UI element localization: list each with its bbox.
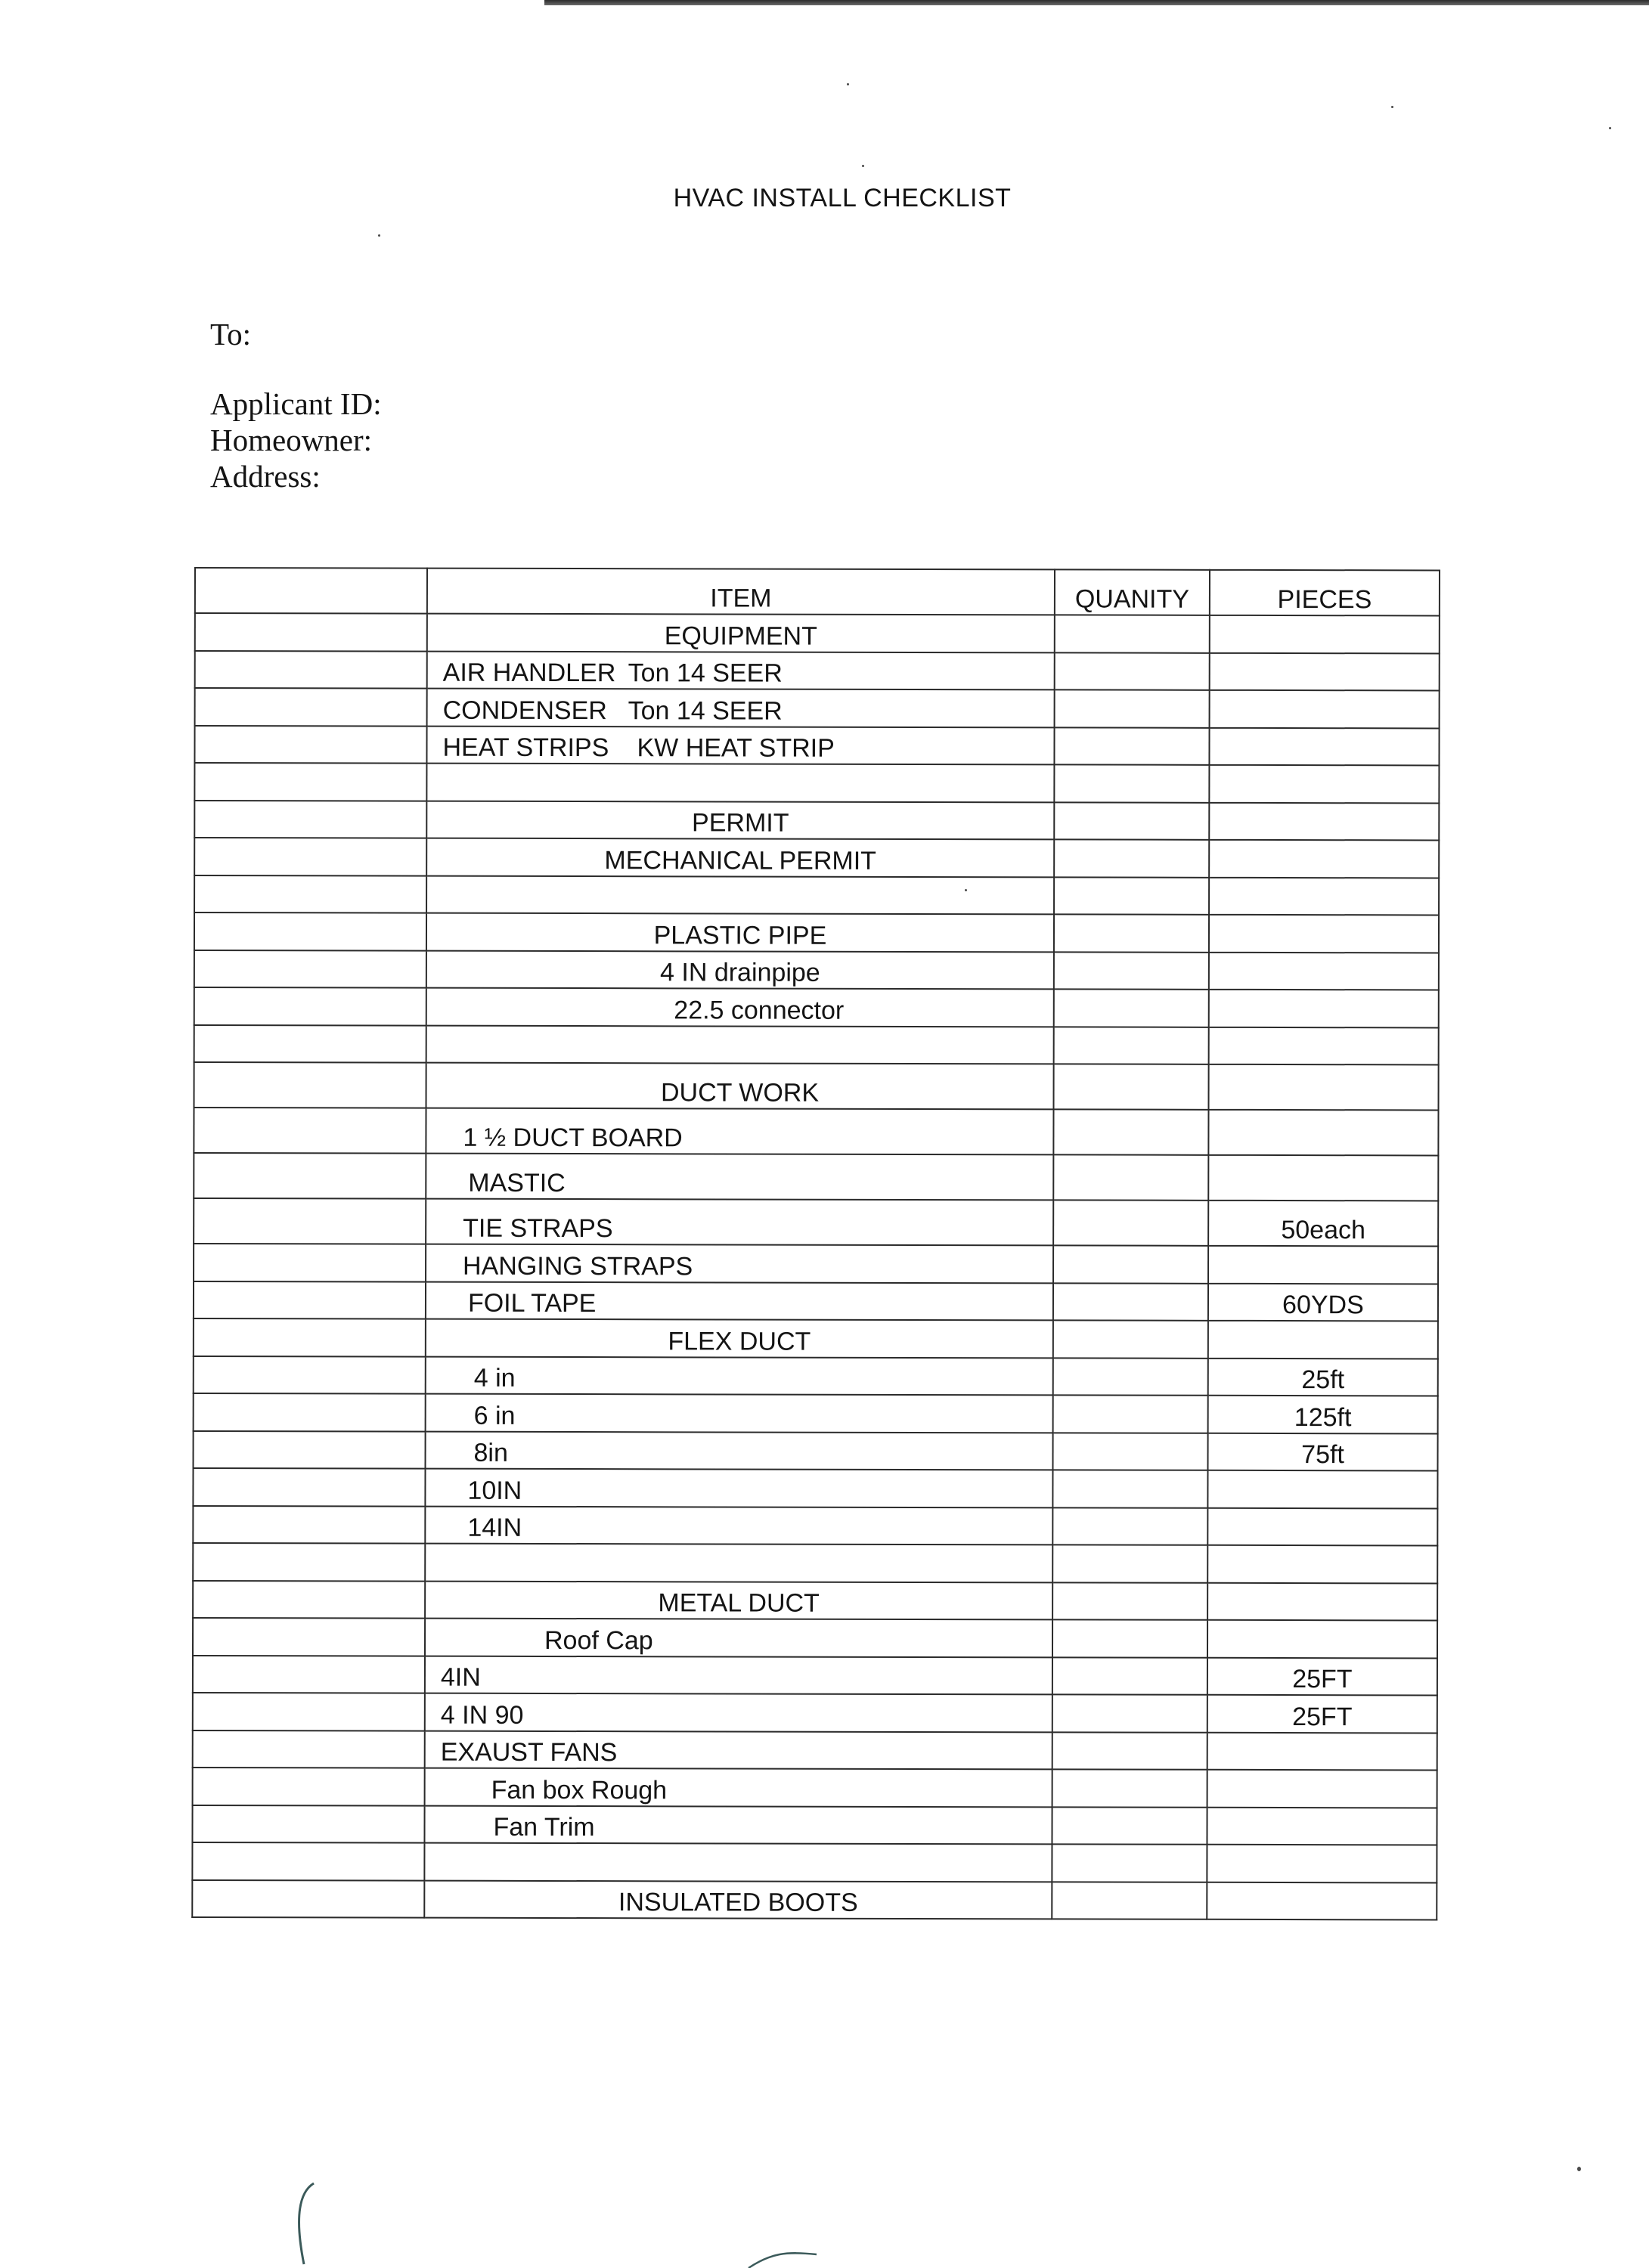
row-blank-cell — [193, 1468, 425, 1506]
row-blank-cell — [194, 1062, 426, 1108]
item-label: 4IN — [440, 1662, 481, 1692]
table-row — [194, 1356, 1438, 1396]
table-row — [194, 1025, 1439, 1065]
pieces-cell[interactable] — [1208, 1246, 1438, 1284]
table-body — [192, 613, 1440, 1919]
item-label: FOIL TAPE — [467, 1288, 597, 1318]
row-blank-cell — [195, 613, 427, 651]
item-cell — [426, 1394, 1053, 1433]
pieces-cell[interactable] — [1207, 1507, 1437, 1545]
to-label: To: — [210, 317, 252, 352]
pieces-cell[interactable] — [1210, 690, 1440, 728]
table-row — [193, 1543, 1437, 1583]
row-blank-cell — [194, 987, 426, 1025]
pen-stroke — [749, 2253, 817, 2268]
pieces-cell[interactable] — [1208, 1321, 1438, 1359]
pieces-cell[interactable] — [1207, 1582, 1437, 1620]
item-spec: KW HEAT STRIP — [637, 733, 835, 763]
table-row — [194, 801, 1439, 841]
item-label: 10IN — [467, 1476, 522, 1505]
pieces-cell[interactable] — [1207, 1732, 1437, 1770]
row-blank-cell — [194, 801, 426, 838]
quantity-cell[interactable] — [1055, 652, 1210, 690]
quantity-cell[interactable] — [1053, 1109, 1208, 1154]
row-blank-cell — [193, 1618, 425, 1656]
pieces-cell[interactable] — [1209, 952, 1439, 990]
item-header: ITEM — [427, 569, 1055, 615]
pieces-cell[interactable] — [1208, 1064, 1438, 1111]
quantity-cell[interactable] — [1053, 1358, 1208, 1396]
row-blank-cell — [193, 1505, 425, 1543]
item-label: 4 in — [473, 1363, 516, 1393]
quantity-cell[interactable] — [1052, 1619, 1207, 1657]
quantity-cell[interactable] — [1052, 1844, 1207, 1882]
table-row — [193, 1655, 1437, 1695]
item-cell — [426, 988, 1054, 1027]
quantity-cell[interactable] — [1054, 1064, 1209, 1109]
item-cell — [425, 1730, 1052, 1769]
quantity-cell[interactable] — [1055, 689, 1210, 727]
item-cell — [425, 1581, 1052, 1619]
item-label: AIR HANDLER — [442, 658, 616, 688]
item-label: EQUIPMENT — [664, 621, 817, 651]
table-row — [194, 838, 1439, 878]
row-blank-cell — [193, 1580, 425, 1618]
pieces-cell[interactable] — [1209, 877, 1439, 915]
item-cell — [425, 1469, 1052, 1507]
row-blank-cell — [194, 1153, 426, 1199]
item-cell — [426, 1431, 1053, 1470]
row-blank-cell — [194, 1198, 426, 1244]
item-cell — [424, 1880, 1052, 1919]
row-blank-cell — [193, 1655, 425, 1693]
item-cell — [426, 801, 1054, 839]
scan-speck — [965, 889, 967, 891]
item-cell — [426, 1244, 1053, 1283]
table-row — [194, 912, 1439, 953]
homeowner-label: Homeowner: — [210, 423, 373, 457]
address-label: Address: — [210, 459, 321, 494]
quantity-cell[interactable] — [1052, 1694, 1207, 1732]
item-label: 8in — [473, 1438, 508, 1467]
table-row — [193, 1468, 1437, 1508]
item-cell — [427, 614, 1055, 652]
pieces-cell[interactable] — [1209, 765, 1439, 803]
pieces-cell[interactable] — [1209, 915, 1439, 953]
table-row — [194, 1244, 1438, 1284]
item-label: DUCT WORK — [660, 1078, 820, 1108]
table-row — [194, 1108, 1438, 1155]
row-blank-cell — [192, 1879, 424, 1917]
row-blank-cell — [194, 875, 426, 913]
checklist-table — [191, 567, 1440, 1920]
row-blank-cell — [194, 1356, 426, 1393]
item-cell — [426, 1199, 1053, 1246]
quantity-cell[interactable] — [1054, 802, 1209, 840]
table-row — [193, 1618, 1437, 1658]
pieces-cell[interactable]: 25FT — [1207, 1657, 1437, 1695]
quantity-cell[interactable] — [1055, 615, 1210, 652]
scan-speck — [862, 165, 864, 167]
pieces-cell[interactable] — [1207, 1845, 1437, 1882]
item-label: PERMIT — [692, 808, 789, 838]
scan-speck — [847, 83, 849, 85]
quantity-cell[interactable] — [1054, 989, 1209, 1027]
pieces-header: PIECES — [1210, 570, 1440, 616]
row-blank-cell — [194, 1108, 426, 1154]
row-blank-cell — [193, 1693, 425, 1730]
pieces-cell[interactable]: 125ft — [1208, 1396, 1438, 1433]
table-row — [193, 1768, 1437, 1808]
table-row — [194, 1198, 1438, 1246]
quantity-cell[interactable] — [1054, 914, 1209, 952]
item-label: 4 IN drainpipe — [659, 958, 820, 987]
item-label: 1 ½ DUCT BOARD — [463, 1123, 683, 1153]
pieces-cell[interactable] — [1207, 1545, 1437, 1583]
table-row — [194, 763, 1439, 803]
pieces-cell[interactable] — [1208, 1110, 1438, 1156]
row-blank-cell — [194, 1025, 426, 1063]
table-row — [194, 1281, 1438, 1321]
pieces-cell[interactable] — [1207, 1770, 1437, 1808]
item-cell — [426, 1356, 1053, 1395]
quantity-cell[interactable] — [1054, 952, 1209, 990]
table-row — [194, 1393, 1438, 1433]
quantity-header: QUANITY — [1055, 569, 1210, 615]
row-blank-cell — [195, 651, 427, 689]
row-blank-cell — [192, 1805, 424, 1842]
item-cell — [426, 1025, 1054, 1064]
row-blank-cell — [194, 1281, 426, 1319]
item-label: MASTIC — [468, 1168, 566, 1198]
pieces-cell[interactable] — [1207, 1470, 1437, 1508]
item-cell — [426, 1063, 1054, 1110]
item-cell — [426, 726, 1054, 764]
applicant-info — [210, 386, 382, 494]
item-label: 22.5 connector — [674, 995, 845, 1025]
item-label: EXAUST FANS — [440, 1737, 618, 1768]
row-blank-cell — [194, 838, 426, 875]
pieces-cell[interactable]: 75ft — [1208, 1433, 1438, 1470]
quantity-cell[interactable] — [1053, 1200, 1208, 1245]
quantity-cell[interactable] — [1052, 1507, 1207, 1545]
item-label: FLEX DUCT — [668, 1326, 811, 1356]
row-blank-cell — [194, 912, 426, 950]
item-cell — [426, 913, 1054, 952]
item-cell — [426, 1108, 1053, 1155]
table-row — [193, 1580, 1437, 1620]
table-row — [195, 651, 1440, 691]
scan-speck — [1609, 127, 1611, 129]
row-blank-cell — [193, 1730, 425, 1768]
row-blank-cell — [194, 1244, 426, 1281]
quantity-cell[interactable] — [1052, 1545, 1207, 1582]
table-row — [194, 1062, 1439, 1110]
pen-mark — [287, 2177, 968, 2268]
table-row — [192, 1842, 1437, 1882]
applicant-id-label: Applicant ID: — [210, 386, 382, 421]
pieces-cell[interactable] — [1207, 1620, 1437, 1658]
quantity-cell[interactable] — [1052, 1657, 1207, 1695]
item-spec: Ton 14 SEER — [628, 696, 783, 726]
item-label: TIE STRAPS — [463, 1213, 613, 1244]
item-cell — [424, 1843, 1052, 1882]
pieces-cell[interactable] — [1209, 1027, 1439, 1064]
item-label: Fan Trim — [493, 1812, 595, 1842]
pieces-cell[interactable]: 60YDS — [1208, 1283, 1438, 1321]
item-label: CONDENSER — [442, 696, 607, 725]
item-label: Roof Cap — [544, 1625, 653, 1655]
checklist-table-wrapper — [191, 567, 1439, 1917]
quantity-cell[interactable] — [1053, 1433, 1208, 1470]
item-cell — [426, 1281, 1053, 1320]
table-row — [194, 726, 1439, 766]
quantity-cell[interactable] — [1054, 727, 1209, 765]
scan-speck — [378, 234, 380, 237]
quantity-cell[interactable] — [1053, 1395, 1208, 1433]
pieces-cell[interactable]: 50each — [1208, 1201, 1438, 1247]
pieces-cell[interactable] — [1207, 1807, 1437, 1845]
table-row — [193, 1730, 1437, 1770]
item-label: HEAT STRIPS — [442, 733, 609, 763]
row-blank-cell — [194, 1393, 426, 1431]
table-row — [193, 1505, 1437, 1545]
pieces-cell[interactable] — [1209, 990, 1439, 1027]
quantity-cell[interactable] — [1053, 1245, 1208, 1283]
scan-edge-line — [544, 0, 1649, 5]
item-cell — [425, 1656, 1052, 1694]
row-blank-cell — [193, 1768, 425, 1805]
to-field — [210, 316, 251, 352]
table-row — [192, 1805, 1437, 1845]
table-header-row — [195, 568, 1440, 615]
item-label: MECHANICAL PERMIT — [604, 845, 877, 875]
row-blank-cell — [194, 726, 426, 764]
item-cell — [425, 1619, 1052, 1657]
item-cell — [426, 838, 1054, 877]
table-row — [193, 1693, 1437, 1733]
pieces-cell[interactable] — [1209, 727, 1439, 765]
quantity-cell[interactable] — [1052, 1582, 1207, 1620]
item-cell — [425, 1693, 1052, 1732]
item-label: PLASTIC PIPE — [653, 920, 827, 950]
item-cell — [426, 875, 1054, 914]
item-label: INSULATED BOOTS — [618, 1888, 858, 1917]
table-row — [192, 1879, 1437, 1919]
row-blank-cell — [193, 1543, 425, 1581]
pieces-cell[interactable]: 25ft — [1208, 1358, 1438, 1396]
pieces-cell[interactable] — [1207, 1882, 1437, 1919]
quantity-cell[interactable] — [1053, 1283, 1208, 1321]
pieces-cell[interactable] — [1208, 1155, 1438, 1201]
blank-header-cell — [195, 568, 427, 614]
item-cell — [426, 1154, 1053, 1201]
item-cell — [426, 950, 1054, 989]
quantity-cell[interactable] — [1054, 1027, 1209, 1064]
quantity-cell[interactable] — [1054, 877, 1209, 915]
row-blank-cell — [194, 1430, 426, 1468]
row-blank-cell — [194, 763, 426, 801]
item-cell — [427, 651, 1055, 689]
quantity-cell[interactable] — [1052, 1882, 1207, 1919]
row-blank-cell — [195, 688, 427, 726]
scan-speck — [1391, 106, 1393, 108]
item-cell — [426, 764, 1054, 802]
item-cell — [426, 1319, 1053, 1358]
quantity-cell[interactable] — [1052, 1807, 1207, 1845]
pieces-cell[interactable] — [1210, 652, 1440, 690]
pieces-cell[interactable] — [1210, 615, 1440, 653]
item-cell — [425, 1544, 1052, 1582]
page-title: HVAC INSTALL CHECKLIST — [673, 184, 1012, 212]
item-label: 4 IN 90 — [440, 1700, 524, 1730]
item-cell — [424, 1805, 1052, 1844]
quantity-cell[interactable] — [1054, 764, 1209, 802]
table-row — [194, 950, 1439, 990]
item-cell — [427, 689, 1055, 727]
quantity-cell[interactable] — [1053, 1320, 1208, 1358]
item-cell — [425, 1768, 1052, 1807]
item-label: METAL DUCT — [658, 1588, 820, 1618]
item-label: HANGING STRAPS — [463, 1251, 693, 1281]
row-blank-cell — [192, 1842, 424, 1880]
pieces-cell[interactable]: 25FT — [1207, 1695, 1437, 1733]
row-blank-cell — [194, 950, 426, 988]
pen-stroke — [299, 2183, 314, 2264]
quantity-cell[interactable] — [1053, 1154, 1208, 1200]
table-row — [194, 1430, 1438, 1470]
quantity-cell[interactable] — [1052, 1732, 1207, 1770]
item-spec: Ton 14 SEER — [628, 658, 783, 688]
scan-speck — [1577, 2167, 1581, 2171]
quantity-cell[interactable] — [1054, 839, 1209, 877]
table-row — [194, 1318, 1438, 1359]
table-row — [195, 613, 1440, 653]
table-row — [194, 987, 1439, 1027]
item-label: Fan box Rough — [491, 1775, 668, 1805]
pieces-cell[interactable] — [1209, 802, 1439, 840]
quantity-cell[interactable] — [1052, 1470, 1207, 1507]
item-label: 6 in — [473, 1401, 516, 1430]
quantity-cell[interactable] — [1052, 1769, 1207, 1807]
row-blank-cell — [194, 1318, 426, 1356]
item-label: 14IN — [467, 1513, 522, 1542]
table-row — [194, 1153, 1438, 1201]
pieces-cell[interactable] — [1209, 840, 1439, 878]
item-cell — [425, 1506, 1052, 1545]
table-row — [195, 688, 1440, 728]
table-row — [194, 875, 1439, 916]
